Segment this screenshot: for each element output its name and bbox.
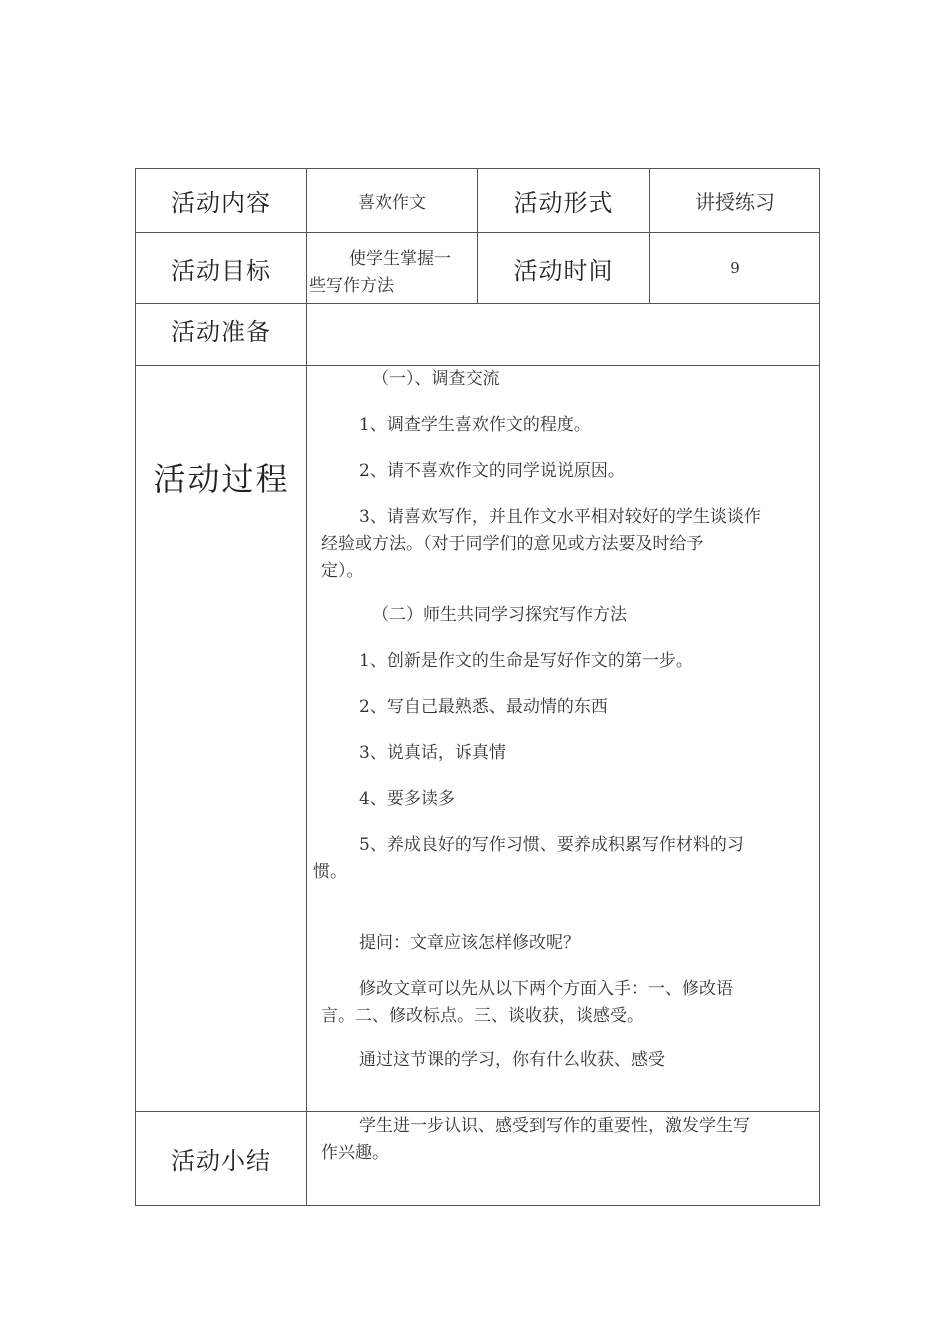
process-item: 2、请不喜欢作文的同学说说原因。	[359, 461, 625, 481]
process-label: 活动过程	[153, 460, 290, 498]
content-label-cell	[136, 169, 307, 233]
goal-line-1: 使学生掌握一	[349, 249, 451, 269]
time-label-cell	[478, 233, 650, 304]
prep-label-cell	[136, 304, 307, 366]
content-value-cell	[307, 169, 478, 233]
time-value-cell	[650, 233, 820, 304]
process-item: 5、养成良好的写作习惯、要养成积累写作材料的习	[359, 835, 744, 855]
process-item: 惯。	[313, 862, 347, 882]
prep-value-cell	[307, 304, 820, 366]
form-value-cell	[650, 169, 820, 233]
form-label: 活动形式	[513, 189, 614, 217]
process-item: 经验或方法。（对于同学们的意见或方法要及时给予	[321, 534, 704, 554]
summary-label-cell	[136, 1112, 307, 1205]
time-value: 9	[730, 259, 740, 277]
goal-line-2: 些写作方法	[309, 276, 394, 296]
process-question: 提问：文章应该怎样修改呢？	[359, 933, 580, 953]
process-item: 通过这节课的学习，你有什么收获、感受	[359, 1050, 665, 1070]
content-value: 喜欢作文	[358, 193, 426, 213]
time-label: 活动时间	[513, 256, 614, 285]
process-item: 3、请喜欢写作，并且作文水平相对较好的学生谈谈作	[359, 507, 761, 527]
process-heading-2: （二）师生共同学习探究写作方法	[372, 605, 627, 625]
process-item: 3、说真话，诉真情	[359, 743, 506, 763]
form-label-cell	[478, 169, 650, 233]
summary-line-2: 作兴趣。	[321, 1143, 389, 1163]
content-label: 活动内容	[171, 189, 271, 217]
process-item: 修改文章可以先从以下两个方面入手：一、修改语	[359, 979, 733, 999]
goal-label-cell	[136, 233, 307, 304]
process-content-cell	[307, 366, 820, 1112]
process-item: 1、调查学生喜欢作文的程度。	[359, 415, 591, 435]
activity-plan-table	[135, 168, 820, 1206]
process-item: 定）。	[321, 561, 364, 581]
prep-label: 活动准备	[171, 318, 271, 346]
goal-value-cell	[307, 233, 478, 304]
form-value: 讲授练习	[695, 190, 775, 214]
process-label-cell	[136, 366, 307, 1112]
process-item: 1、创新是作文的生命是写好作文的第一步。	[359, 651, 693, 671]
process-item: 2、写自己最熟悉、最动情的东西	[359, 697, 608, 717]
process-heading-1: （一）、调查交流	[372, 369, 500, 389]
process-item: 言。二、修改标点。三、谈收获，谈感受。	[321, 1006, 644, 1026]
goal-label: 活动目标	[171, 256, 271, 285]
summary-line-1: 学生进一步认识、感受到写作的重要性，激发学生写	[359, 1116, 750, 1136]
process-item: 4、要多读多	[359, 789, 455, 809]
summary-label: 活动小结	[171, 1147, 271, 1175]
summary-content-cell	[307, 1112, 820, 1205]
